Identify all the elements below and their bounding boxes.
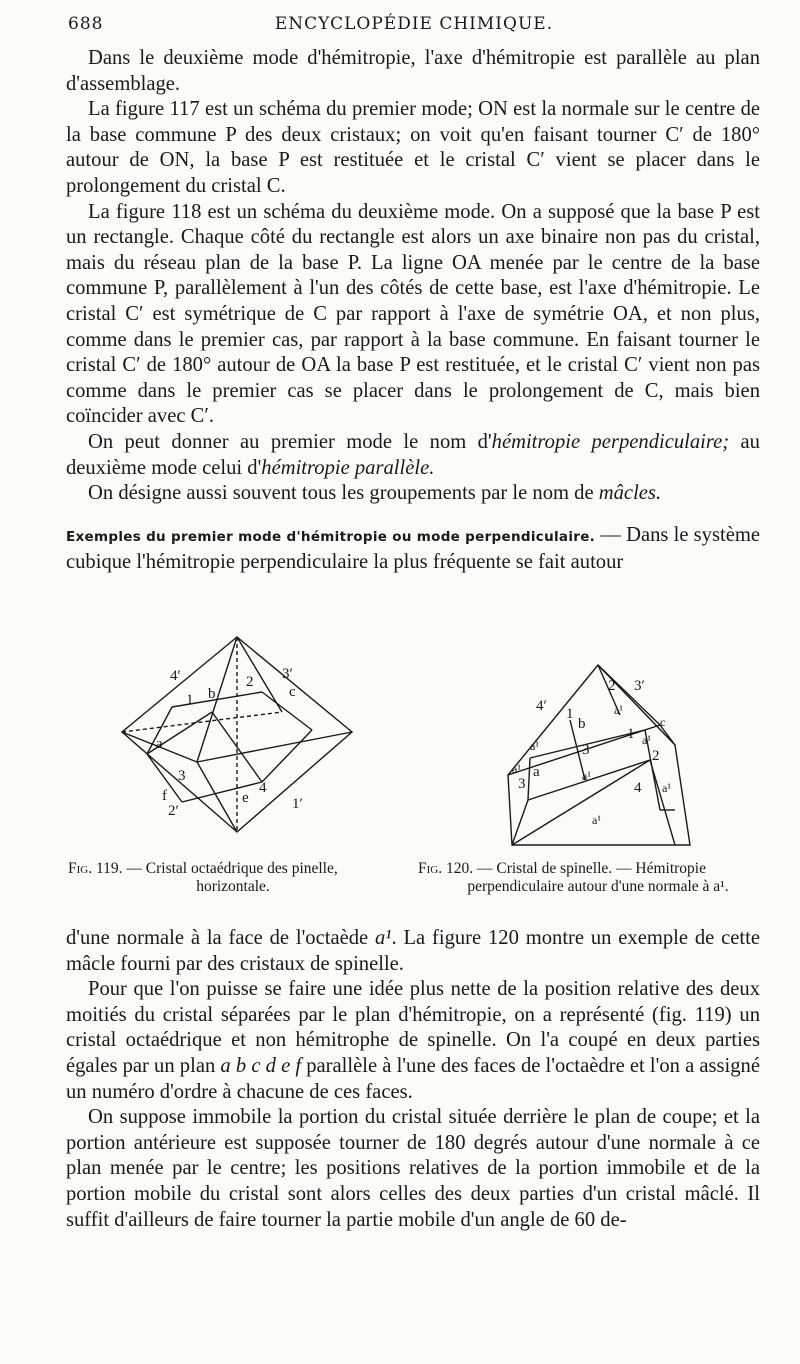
fig120-label: b: [578, 716, 586, 732]
fig119-label: 1′: [292, 796, 303, 812]
text-block-top: [66, 46, 760, 576]
text-fragment: On désigne aussi souvent tous les groupements par le nom de: [88, 482, 599, 505]
paragraph-plan: [66, 977, 760, 1105]
text-fragment: Pour que l'on puisse se faire une idée plus nette de la position relative des deux moitiés du cristal séparées par le plan d'hémitropie, on a représenté (fig. 119) un cristal octaédrique et non hémitrophe de spinelle. On l'a coupé en deux parties égales par un plan: [66, 978, 760, 1077]
spinel-twin-drawing: [500, 660, 700, 855]
caption-text: — Cristal de spinelle. — Hémitropie: [473, 860, 706, 877]
paragraph-3: La figure 118 est un schéma du deuxième mode. On a supposé que la base P est un rectangle. Chaque côté du rectangle est alors un axe binaire non pas du cristal, mais du réseau plan de la base P. La ligne OA menée par le centre de la base commune P, parallèlement à l'un des côtés de cette base, est l'axe d'hémitropie. Le cristal C′ est symétrique de C par rapport à l'axe de symétrie OA, et non plus, comme dans le premier cas, par rapport à la base commune. En faisant tourner le cristal C′ de 180° autour de OA la base P est restituée, et le cristal C′ vient non pas comme dans le premier cas se placer dans le prolongement de C, mais bien coïncider avec C′.: [66, 200, 760, 428]
text-fragment: On peut donner au premier mode le nom d': [88, 430, 492, 453]
fig119-label: 3: [178, 768, 186, 784]
text-block-bottom: [66, 926, 760, 1233]
section-title: Exemples du premier mode d'hémitropie ou mode perpendiculaire.: [66, 528, 596, 545]
fig119-label: e: [242, 790, 249, 806]
term-parallele: hémitropie parallèle.: [261, 456, 435, 479]
paragraph-last: On suppose immobile la portion du cristal située derrière le plan de coupe; et la portion antérieure est supposée tourner de 180 degrés autour d'une normale à ce plan menée par le centre; les positions relatives de la portion immobile et de la portion mobile du cristal sont alors celles des deux parties d'un cristal mâclé. Il suffit d'ailleurs de faire tourner la partie mobile d'un angle de 60 de-: [66, 1106, 760, 1231]
figure-119: [112, 632, 362, 852]
figure-120: [500, 660, 700, 855]
text-fragment: d'une normale à la face de l'octaède: [66, 927, 375, 949]
fig120-label: 3: [582, 742, 590, 758]
text-fragment: . La figure 120 montre un exemple de cette mâcle fourni par des cristaux de spinelle.: [66, 927, 760, 975]
fig120-label: a: [533, 764, 540, 780]
fig119-label: 2: [246, 674, 254, 690]
fig120-label: a¹: [530, 739, 539, 753]
fig120-label: a¹: [642, 733, 651, 747]
fig119-label: 4: [259, 780, 267, 796]
fig120-label: 4′: [536, 698, 547, 714]
fig120-label: 2: [608, 678, 616, 694]
caption-line2: horizontale.: [196, 878, 270, 895]
fig120-label: 1: [566, 706, 574, 722]
paragraph-1: Dans le deuxième mode d'hémitropie, l'axe d'hémitropie est parallèle au plan d'assemblage.: [66, 47, 760, 95]
fig120-label: 2: [652, 748, 660, 764]
fig119-label: 1: [186, 692, 194, 708]
fig120-label: 3: [518, 776, 526, 792]
paragraph-after-figures: [66, 926, 760, 977]
face-symbol: a¹: [375, 927, 392, 949]
fig120-label: a¹: [582, 769, 591, 783]
fig119-label: 2′: [168, 803, 179, 819]
plane-letters: a b c d e f: [220, 1054, 302, 1077]
fig119-label: a: [156, 736, 163, 752]
running-title: ENCYCLOPÉDIE CHIMIQUE.: [274, 14, 554, 34]
page-header: [68, 14, 760, 40]
term-macles: mâcles.: [598, 482, 662, 505]
fig120-label: 1: [627, 726, 635, 742]
fig120-label: a¹: [614, 703, 623, 717]
fig119-label: 3′: [282, 666, 293, 682]
paragraph-macles: [66, 481, 760, 507]
fig120-label: c: [660, 715, 666, 729]
caption-text: — Cristal octaédrique des pinelle,: [122, 860, 338, 877]
fig120-label: 3′: [634, 678, 645, 694]
caption-figure-120: [418, 860, 778, 896]
page-number: 688: [68, 14, 104, 34]
fig120-label: 4: [634, 780, 642, 796]
fig119-label: f: [162, 788, 167, 804]
text-fragment: au deuxième mode celui d': [66, 430, 760, 479]
caption-figure-119: [68, 860, 398, 896]
term-perpendiculaire: hémitropie perpendiculaire;: [491, 430, 730, 453]
caption-number: Fig. 119.: [68, 860, 123, 877]
text-fragment: parallèle à l'une des faces de l'octaèdre et l'on a assigné un numéro d'ordre à chacune de ces faces.: [66, 1054, 760, 1103]
fig119-label: b: [208, 686, 216, 702]
caption-number: Fig. 120.: [418, 860, 474, 877]
fig120-label: a¹: [512, 762, 521, 776]
section-paragraph: [66, 523, 760, 576]
paragraph-2: La figure 117 est un schéma du premier mode; ON est la normale sur le centre de la base commune P des deux cristaux; on voit qu'en faisant tourner C′ de 180° autour de ON, la base P est restituée et le cristal C′ vient se placer dans le prolongement du cristal C.: [66, 98, 760, 197]
paragraph-names: [66, 430, 760, 481]
octahedron-drawing: [112, 632, 362, 852]
section-continuation: — Dans le système cubique l'hémitropie perpendiculaire la plus fréquente se fait autour: [66, 523, 760, 574]
fig120-label: a¹: [592, 813, 601, 827]
fig119-label: 4′: [170, 668, 181, 684]
caption-line2: perpendiculaire autour d'une normale à a¹.: [467, 878, 729, 895]
fig120-label: a¹: [662, 781, 671, 795]
fig119-label: c: [289, 684, 296, 700]
